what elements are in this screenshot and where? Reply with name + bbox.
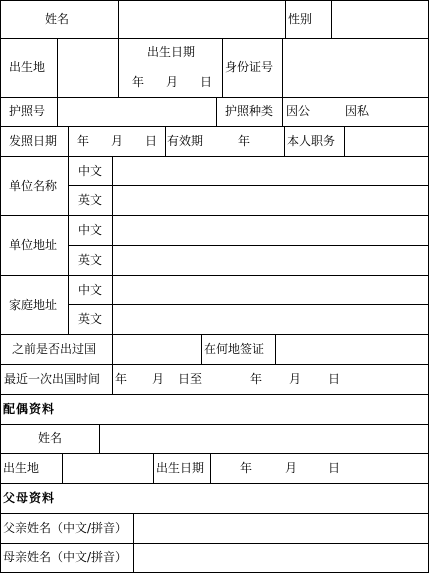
father-name-field[interactable] [134, 514, 428, 543]
validity-label: 有效期 [167, 134, 204, 148]
spouse-birthdate-day: 日 [328, 461, 341, 475]
last-trip-from-year: 年 [115, 372, 128, 386]
employer-address-english-field[interactable] [113, 246, 428, 275]
mother-name-field[interactable] [134, 544, 428, 572]
grid-line [201, 334, 202, 365]
last-trip-to-year: 年 [250, 372, 263, 386]
mother-name-label: 母亲姓名（中文/拼音） [3, 550, 128, 564]
id-card-field[interactable] [283, 39, 428, 97]
grid-line [284, 126, 285, 157]
id-card-label: 身份证号 [225, 60, 274, 74]
grid-line [282, 97, 283, 127]
been-abroad-label: 之前是否出过国 [12, 342, 97, 356]
issue-date-month: 月 [111, 134, 124, 148]
last-trip-to-label: 日至 [178, 372, 203, 386]
spouse-name-field[interactable] [100, 425, 428, 453]
grid-line [0, 394, 429, 395]
grid-line [0, 483, 429, 484]
grid-line [428, 0, 429, 573]
birthplace-field[interactable] [58, 39, 118, 97]
last-trip-from-month: 月 [152, 372, 165, 386]
name-field[interactable] [119, 1, 285, 38]
grid-line [165, 126, 166, 157]
employer-address-chinese-field[interactable] [113, 216, 428, 245]
passport-type-private[interactable]: 因私 [345, 104, 370, 118]
employer-name-english: 英文 [78, 193, 103, 207]
grid-line [0, 572, 429, 573]
home-address-english: 英文 [78, 312, 103, 326]
been-abroad-field[interactable] [113, 335, 201, 364]
passport-no-label: 护照号 [9, 104, 46, 118]
gender-field[interactable] [332, 1, 428, 38]
position-field[interactable] [345, 127, 428, 156]
birthdate-label: 出生日期 [147, 45, 196, 59]
spouse-birthdate-month: 月 [285, 461, 298, 475]
last-trip-to-month: 月 [289, 372, 302, 386]
last-trip-to-day: 日 [328, 372, 341, 386]
employer-name-label: 单位名称 [9, 179, 58, 193]
grid-line [210, 453, 211, 484]
parents-section-title: 父母资料 [3, 491, 56, 505]
issue-date-day: 日 [145, 134, 158, 148]
grid-line [153, 453, 154, 484]
father-name-label: 父亲姓名（中文/拼音） [3, 521, 128, 535]
home-address-chinese: 中文 [78, 283, 103, 297]
grid-line [112, 364, 113, 395]
birthdate-month: 月 [166, 75, 179, 89]
birthdate-year: 年 [132, 75, 145, 89]
grid-line [222, 38, 223, 98]
passport-type-official[interactable]: 因公 [286, 104, 311, 118]
grid-line [0, 364, 429, 365]
grid-line [0, 0, 1, 573]
home-address-chinese-field[interactable] [113, 276, 428, 304]
issue-date-year: 年 [77, 134, 90, 148]
passport-type-label: 护照种类 [225, 104, 274, 118]
spouse-section-title: 配偶资料 [3, 402, 56, 416]
grid-line [68, 156, 69, 335]
grid-line [216, 97, 217, 127]
employer-name-chinese: 中文 [78, 164, 103, 178]
employer-address-label: 单位地址 [9, 238, 58, 252]
visa-place-field[interactable] [276, 335, 428, 364]
employer-name-english-field[interactable] [113, 186, 428, 215]
grid-line [68, 126, 69, 157]
birthplace-label: 出生地 [9, 60, 46, 74]
position-label: 本人职务 [287, 134, 336, 148]
birthdate-day: 日 [200, 75, 213, 89]
spouse-birthdate-label: 出生日期 [156, 461, 205, 475]
name-label: 姓名 [45, 12, 70, 26]
home-address-english-field[interactable] [113, 305, 428, 334]
home-address-label: 家庭地址 [9, 298, 58, 312]
employer-name-chinese-field[interactable] [113, 157, 428, 185]
grid-line [118, 38, 119, 98]
grid-line [285, 0, 286, 39]
employer-address-chinese: 中文 [78, 223, 103, 237]
spouse-name-label: 姓名 [38, 431, 63, 445]
spouse-birthplace-field[interactable] [63, 454, 153, 483]
spouse-birthdate-year: 年 [240, 461, 253, 475]
visa-place-label: 在何地签证 [204, 342, 265, 356]
validity-year: 年 [238, 134, 251, 148]
last-trip-label: 最近一次出国时间 [4, 372, 101, 386]
gender-label: 性别 [288, 12, 313, 26]
issue-date-label: 发照日期 [9, 134, 58, 148]
employer-address-english: 英文 [78, 253, 103, 267]
passport-no-field[interactable] [58, 98, 216, 126]
spouse-birthplace-label: 出生地 [3, 461, 40, 475]
